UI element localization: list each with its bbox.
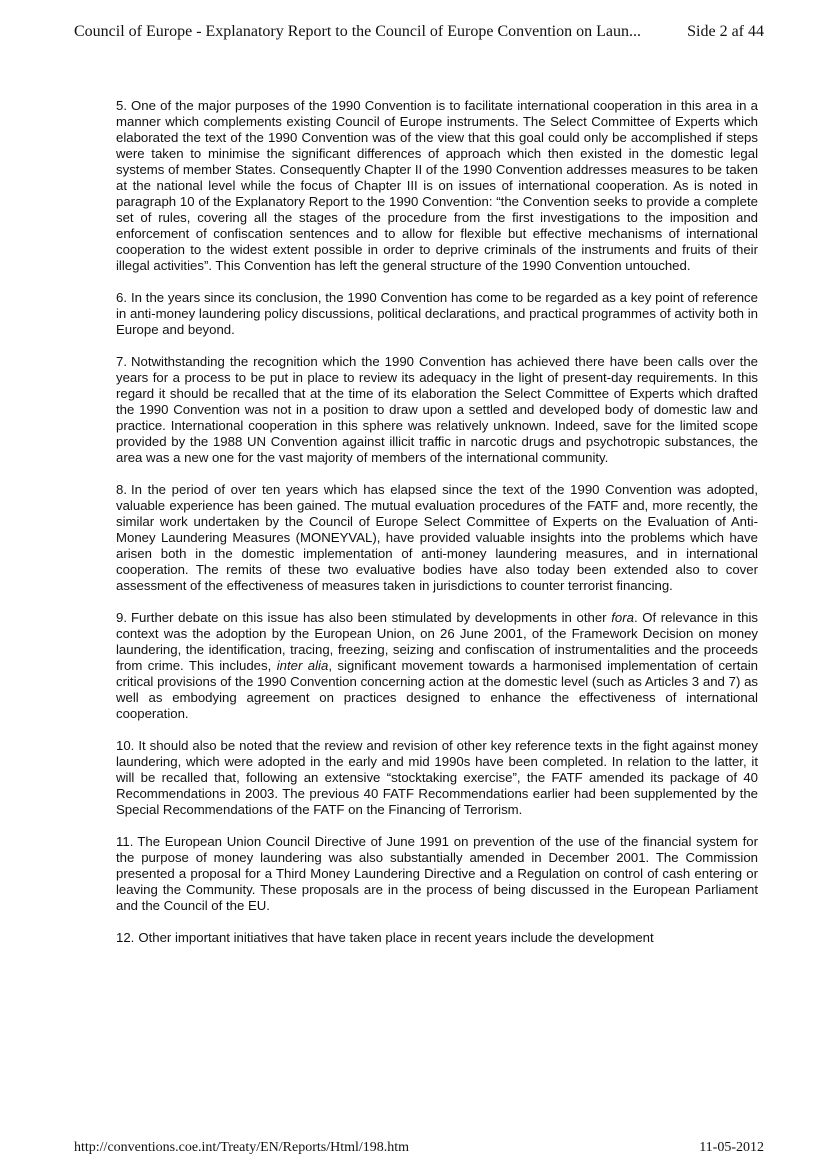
paragraph-text: The European Union Council Directive of June 1991 on prevention of the use of the financial system for the purpose of money laundering was also substantially amended in December 2001. The Commission presented a proposal for a Third Money Laundering Directive and a Regulation on control of cash entering or leaving the Community. These proposals are in the process of being discussed in the European Parliament and the Council of the EU.: [116, 834, 758, 913]
paragraph-text: In the period of over ten years which has elapsed since the text of the 1990 Convention was adopted, valuable experience has been gained. The mutual evaluation procedures of the FATF and, more recently, the similar work undertaken by the Council of Europe Select Committee of Experts on the Evaluation of Anti-Money Laundering Measures (MONEYVAL), have provided valuable insights into the problems which have arisen both in the domestic implementation of anti-money laundering measures, and in international cooperation. The remits of these two evaluative bodies have also today been extended also to cover assessment of the effectiveness of measures taken in jurisdictions to counter terrorist financing.: [116, 482, 758, 593]
paragraph-11: [116, 834, 758, 914]
paragraph-number: 7.: [116, 354, 127, 369]
paragraph-text: Notwithstanding the recognition which the 1990 Convention has achieved there have been calls over the years for a process to be put in place to review its adequacy in the light of present-day requirements. In this regard it should be recalled that at the time of its elaboration the Select Committee of Experts which drafted the 1990 Convention was not in a position to draw upon a settled and developed body of domestic law and practice. International cooperation in this sphere was relatively unknown. Indeed, save for the limited scope provided by the 1988 UN Convention against illicit traffic in narcotic drugs and psychotropic substances, the area was a new one for the vast majority of members of the international community.: [116, 354, 758, 465]
paragraph-6: [116, 290, 758, 338]
paragraph-10: [116, 738, 758, 818]
paragraph-text: . Of relevance in this context was the adoption by the European Union, on 26 June 2001, of the Framework Decision on money laundering, the identification, tracing, freezing, seizing and confiscation of instrumentalities and the proceeds from crime. This includes,: [116, 610, 758, 673]
paragraph-number: 12.: [116, 930, 135, 945]
paragraph-number: 10.: [116, 738, 135, 753]
page-header: [74, 22, 764, 42]
paragraph-text: In the years since its conclusion, the 1990 Convention has come to be regarded as a key point of reference in anti-money laundering policy discussions, political declarations, and practical programmes of activity both in Europe and beyond.: [116, 290, 758, 337]
print-date: 11-05-2012: [699, 1140, 764, 1155]
page-indicator: Side 2 af 44: [687, 23, 764, 40]
paragraph-number: 11.: [116, 834, 134, 849]
page-footer: [74, 1139, 764, 1157]
paragraph-text: Further debate on this issue has also been stimulated by developments in other: [131, 610, 612, 625]
document-body: [116, 98, 758, 962]
paragraph-number: 5.: [116, 98, 127, 113]
paragraph-text: It should also be noted that the review and revision of other key reference texts in the fight against money laundering, which were adopted in the early and mid 1990s have been completed. In relation to the latter, it will be recalled that, following an extensive “stocktaking exercise”, the FATF amended its package of 40 Recommendations in 2003. The previous 40 FATF Recommendations earlier had been supplemented by the Special Recommendations of the FATF on the Financing of Terrorism.: [116, 738, 758, 817]
paragraph-text: , significant movement towards a harmonised implementation of certain critical provisions of the 1990 Convention concerning action at the domestic level (such as Articles 3 and 7) as well as embodying agreement on practices designed to enhance the effectiveness of international cooperation.: [116, 658, 758, 721]
paragraph-text: Other important initiatives that have taken place in recent years include the development: [138, 930, 654, 945]
paragraph-number: 9.: [116, 610, 127, 625]
paragraph-number: 8.: [116, 482, 127, 497]
source-url: http://conventions.coe.int/Treaty/EN/Reports/Html/198.htm: [74, 1140, 410, 1155]
paragraph-text: One of the major purposes of the 1990 Convention is to facilitate international cooperation in this area in a manner which complements existing Council of Europe instruments. The Select Committee of Experts which elaborated the text of the 1990 Convention was of the view that this goal could only be accomplished if steps were taken to minimise the significant differences of approach which then existed in the domestic legal systems of member States. Consequently Chapter II of the 1990 Convention addresses measures to be taken at the national level while the focus of Chapter III is on issues of international cooperation. As is noted in paragraph 10 of the Explanatory Report to the 1990 Convention: “the Convention seeks to provide a complete set of rules, covering all the stages of the procedure from the first investigations to the imposition and enforcement of confiscation sentences and to allow for flexible but effective mechanisms of international cooperation to the widest extent possible in order to deprive criminals of the instruments and fruits of their illegal activities”. This Convention has left the general structure of the 1990 Convention untouched.: [116, 98, 758, 273]
paragraph-7: [116, 354, 758, 466]
italic-text: inter alia: [276, 658, 329, 673]
paragraph-12: [116, 930, 758, 946]
paragraph-number: 6.: [116, 290, 127, 305]
paragraph-5: [116, 98, 758, 274]
italic-text: fora: [611, 610, 634, 625]
document-title: Council of Europe - Explanatory Report to the Council of Europe Convention on Laun...: [74, 23, 641, 40]
paragraph-9: [116, 610, 758, 722]
paragraph-8: [116, 482, 758, 594]
